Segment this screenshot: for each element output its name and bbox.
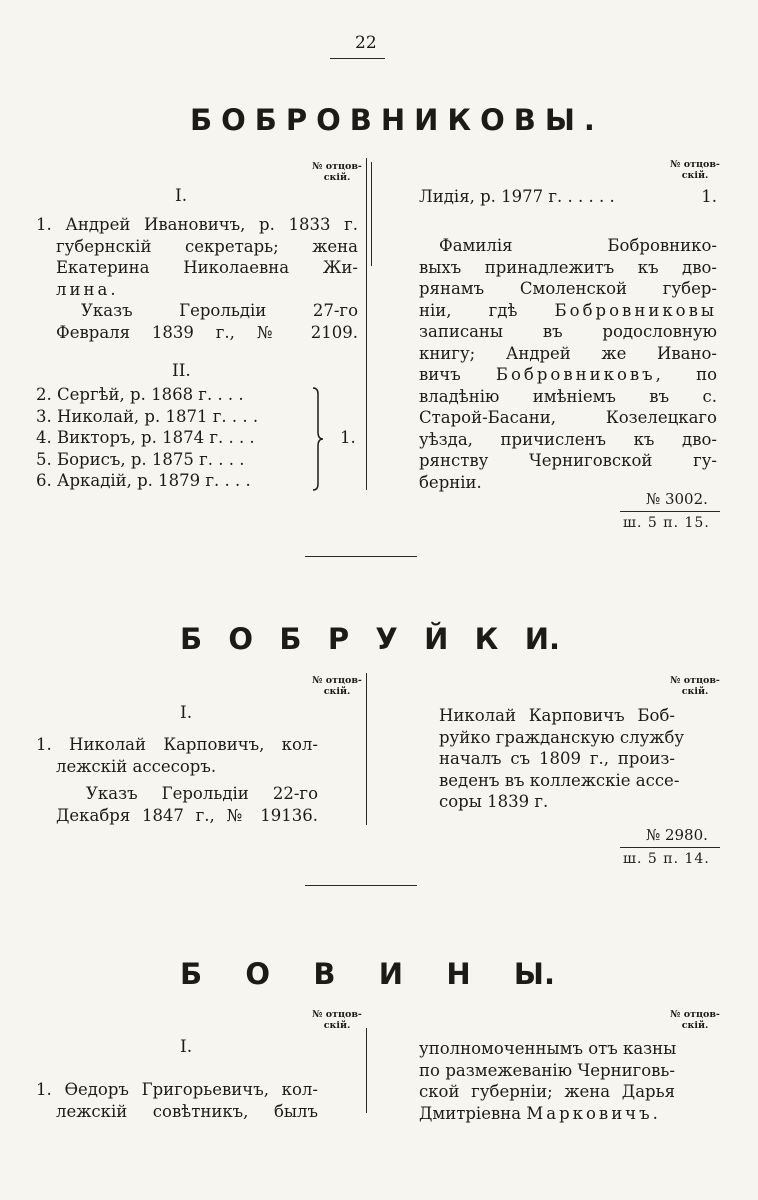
entry-fedor: 1. Ѳедоръ Григорьевичъ, кол- лежскій совѣтникъ, былъ [36,1080,318,1121]
reference-rule [620,847,720,848]
document-number: № 2980. [646,826,708,844]
document-number: № 3002. [646,490,708,508]
children-father-ref: 1. [340,428,356,447]
child-entry: 4. Викторъ, р. 1874 г. . . . [36,428,255,447]
column-divider-left [366,1028,367,1113]
entry-andrey: 1. Андрей Ивановичъ, р. 1833 г. губернскій секретарь; жена Екатерина Николаевна Жи- лина. Указъ Герольдіи 27-го Февраля 1839 г., № 2109. [36,215,358,342]
page-number-rule [330,58,385,59]
shelf-reference: ш. 5 п. 14. [623,851,710,867]
page-number: 22 [355,33,377,53]
children-list [36,384,314,492]
section-title-bobruyki: Б О Б Р У Й К И. [180,622,560,656]
column-header-left: № отцов- скій. [312,675,362,697]
family-note-boviny: уполномоченнымъ отъ казны по размежеванію Черниговь- ской губерніи; жена Дарья Дмитріевна Марковичъ. [419,1039,677,1123]
child-entry: 6. Аркадій, р. 1879 г. . . . [36,471,251,490]
family-note-bobrovnikovy: Фамилія Бобровнико- выхъ принадлежитъ къ дво- рянамъ Смоленской губер- ніи, гдѣ Бобровниковы записаны въ родословную книгу; Андрей же Ивано- вичъ Бобровниковъ, по владѣнію имѣніемъ въ с. Старой-Басани, Козелецкаго уѣзда, причисленъ къ дво- рянству Черниговской гу- берніи. [419,236,717,492]
column-divider-right [371,162,372,266]
child-entry: 5. Борисъ, р. 1875 г. . . . [36,449,245,469]
generation-roman-1: I. [180,1037,193,1057]
entry-nikolay: 1. Николай Карповичъ, кол- лежскій ассесоръ. Указъ Герольдіи 22-го Декабря 1847 г., № 19136. [36,735,318,825]
reference-rule [620,511,720,512]
column-header-right: № отцов- скій. [670,159,720,181]
section-divider [305,556,417,557]
column-header-right: № отцов- скій. [670,1009,720,1031]
entry-lidia: Лидія, р. 1977 г. . . . . . 1. [419,187,717,206]
column-divider-left [366,673,367,825]
family-note-bobruyki: Николай Карповичъ Боб- руйко гражданскую службу началъ съ 1809 г., произ- веденъ въ коллежскіе ассе- соры 1839 г. [439,706,685,811]
section-divider [305,885,417,886]
section-title-bobrovnikovy: БОБРОВНИКОВЫ. [190,103,604,137]
generation-roman-1: I. [175,186,188,206]
section-title-boviny: Б О В И Н Ы. [180,957,555,991]
column-header-left: № отцов- скій. [312,161,362,183]
generation-roman-1: I. [180,703,193,723]
column-divider-left [366,158,367,490]
column-header-right: № отцов- скій. [670,675,720,697]
column-header-left: № отцов- скій. [312,1009,362,1031]
generation-roman-2: II. [172,361,191,381]
shelf-reference: ш. 5 п. 15. [623,515,710,531]
child-entry: 2. Сергѣй, р. 1868 г. . . . [36,385,244,404]
children-brace [310,384,326,494]
child-entry: 3. Николай, р. 1871 г. . . . [36,406,259,426]
